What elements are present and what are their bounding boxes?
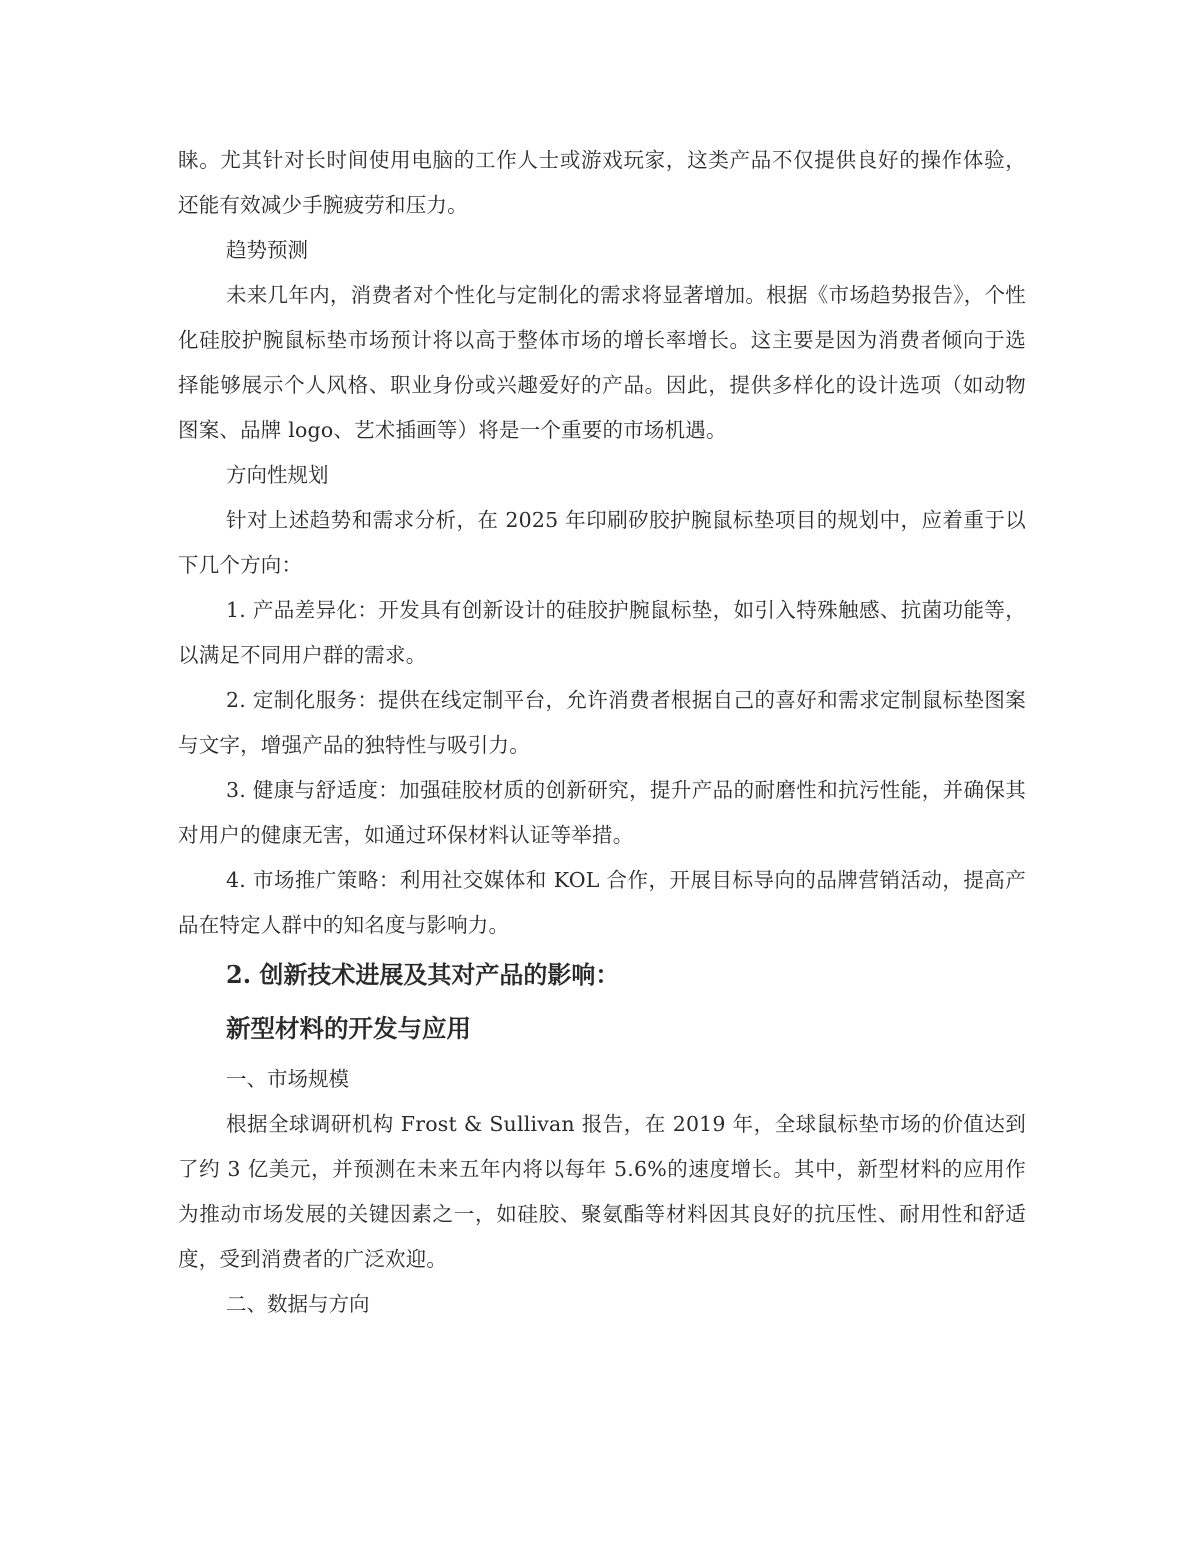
paragraph-continuation: 睐。尤其针对长时间使用电脑的工作人士或游戏玩家，这类产品不仅提供良好的操作体验，还能有效减少手腕疲劳和压力。 <box>178 148 1026 217</box>
paragraph-planning-intro: 针对上述趋势和需求分析，在 2025 年印刷矽胶护腕鼠标垫项目的规划中，应着重于以下几个方向： <box>178 508 1026 577</box>
list-item-3: 3. 健康与舒适度：加强硅胶材质的创新研究，提升产品的耐磨性和抗污性能，并确保其对用户的健康无害，如通过环保材料认证等举措。 <box>178 778 1026 847</box>
subheading-direction-planning: 方向性规划 <box>226 463 329 487</box>
paragraph-trend: 未来几年内，消费者对个性化与定制化的需求将显著增加。根据《市场趋势报告》，个性化硅胶护腕鼠标垫市场预计将以高于整体市场的增长率增长。这主要是因为消费者倾向于选择能够展示个人风格、职业身份或兴趣爱好的产品。因此，提供多样化的设计选项（如动物图案、品牌 logo、艺术插画等）将是一个重要的市场机遇。 <box>178 283 1026 442</box>
list-item-2: 2. 定制化服务：提供在线定制平台，允许消费者根据自己的喜好和需求定制鼠标垫图案与文字，增强产品的独特性与吸引力。 <box>178 688 1026 757</box>
subheading-market-size: 一、市场规模 <box>226 1067 349 1091</box>
section-heading-innovation: 2. 创新技术进展及其对产品的影响： <box>226 960 620 989</box>
list-item-4: 4. 市场推广策略：利用社交媒体和 KOL 合作，开展目标导向的品牌营销活动，提高产品在特定人群中的知名度与影响力。 <box>178 868 1026 937</box>
section-heading-new-materials: 新型材料的开发与应用 <box>226 1014 471 1043</box>
list-item-1: 1. 产品差异化：开发具有创新设计的硅胶护腕鼠标垫，如引入特殊触感、抗菌功能等，以满足不同用户群的需求。 <box>178 598 1026 667</box>
document-page <box>178 138 1026 1327</box>
paragraph-market-size: 根据全球调研机构 Frost & Sullivan 报告，在 2019 年，全球鼠标垫市场的价值达到了约 3 亿美元，并预测在未来五年内将以每年 5.6%的速度增长。其中，新型材料的应用作为推动市场发展的关键因素之一，如硅胶、聚氨酯等材料因其良好的抗压性、耐用性和舒适度，受到消费者的广泛欢迎。 <box>178 1112 1026 1271</box>
subheading-data-direction: 二、数据与方向 <box>226 1292 370 1316</box>
subheading-trend-forecast: 趋势预测 <box>226 238 308 262</box>
